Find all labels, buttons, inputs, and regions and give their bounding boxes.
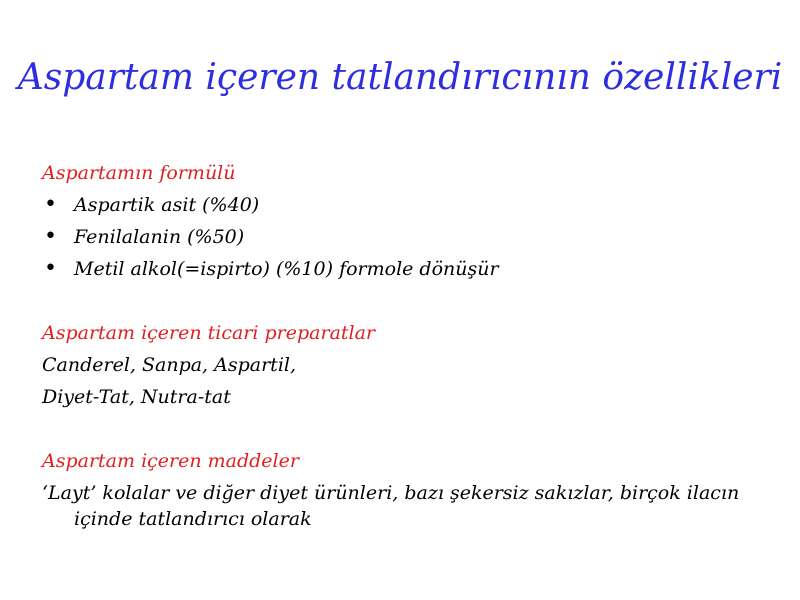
section-heading-substances: Aspartam içeren maddeler bbox=[42, 450, 299, 472]
substances-text: ‘Layt’ kolalar ve diğer diyet ürünleri, bazı şekersiz sakızlar, birçok ilacın içinde tatlandırıcı olarak bbox=[42, 482, 740, 530]
section-heading-formula: Aspartamın formülü bbox=[42, 162, 236, 184]
preparations-line: Diyet-Tat, Nutra-tat bbox=[42, 386, 231, 408]
list-item bbox=[42, 253, 752, 285]
section-heading-preparations: Aspartam içeren ticari preparatlar bbox=[42, 322, 376, 344]
list-item bbox=[42, 189, 752, 221]
bullet-icon: • bbox=[44, 192, 57, 217]
list-item-text: Fenilalanin (%50) bbox=[74, 226, 245, 248]
list-item-text: Aspartik asit (%40) bbox=[74, 194, 260, 216]
slide-content bbox=[42, 157, 752, 532]
preparations-line: Canderel, Sanpa, Aspartil, bbox=[42, 354, 297, 376]
slide-title: Aspartam içeren tatlandırıcının özellikleri bbox=[17, 57, 783, 98]
section-spacer bbox=[42, 413, 752, 445]
bullet-icon: • bbox=[44, 224, 57, 249]
section-spacer bbox=[42, 285, 752, 317]
list-item-text: Metil alkol(=ispirto) (%10) formole dönüşür bbox=[74, 258, 499, 280]
list-item bbox=[42, 221, 752, 253]
bullet-icon: • bbox=[44, 256, 57, 281]
formula-bullet-list bbox=[42, 189, 752, 285]
